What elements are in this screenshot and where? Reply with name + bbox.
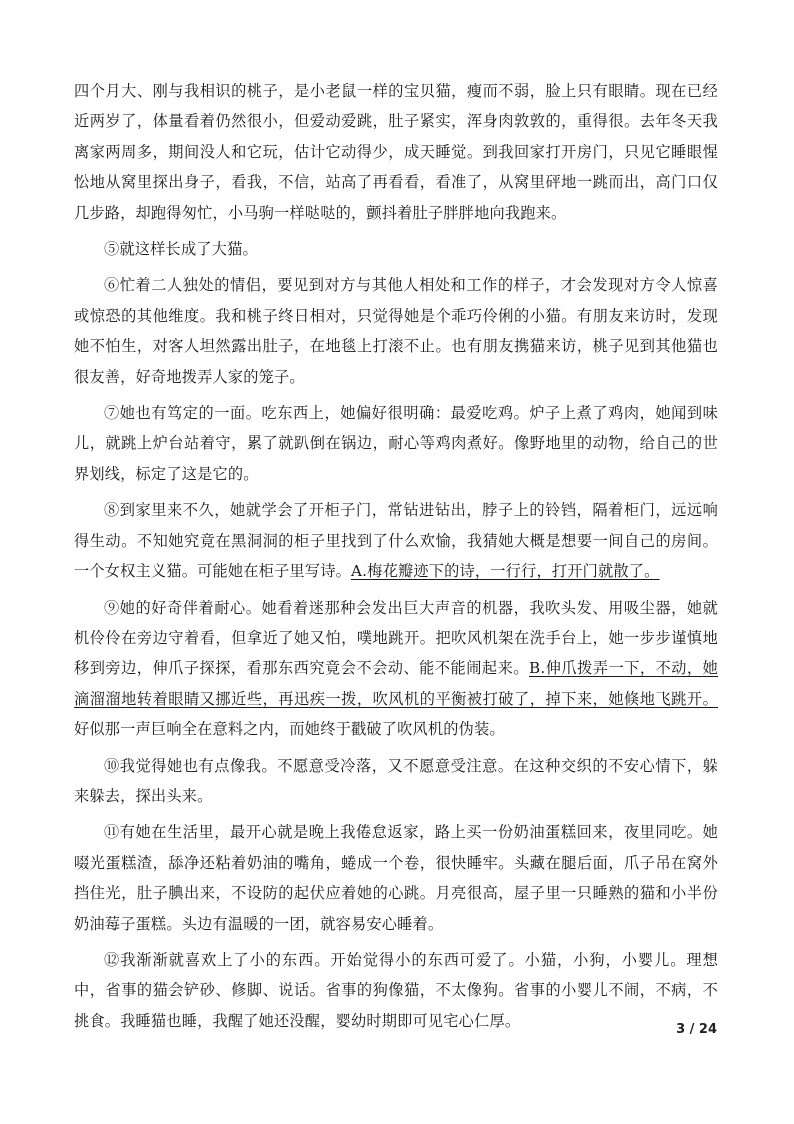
- paragraph-number: ⑥: [104, 276, 120, 295]
- paragraph-8: [74, 495, 718, 586]
- paragraph-number: ⑫: [104, 950, 121, 969]
- paragraph-9: [74, 593, 718, 745]
- paragraph-text: 就这样长成了大猫。: [119, 240, 258, 259]
- paragraph-text: 忙着二人独处的情侣，要见到对方与其他人相处和工作的样子，才会发现对方令人惊喜或惊恐的其他维度。我和桃子终日相对，只觉得她是个乖巧伶俐的小猫。有朋友来访时，发现她不怕生，对客人坦然露出肚子，在地毯上打滚不止。也有朋友携猫来访，桃子见到其他猫也很友善，好奇地拨弄人家的笼子。: [74, 276, 719, 386]
- paragraph-10: [74, 751, 718, 812]
- paragraph-number: ⑪: [104, 823, 120, 842]
- paragraph-number: ⑤: [104, 240, 120, 259]
- paragraph-text: 我觉得她也有点像我。不愿意受冷落，又不愿意受注意。在这种交织的不安心情下，躲来躲去，探出头来。: [74, 756, 719, 805]
- underlined-sentence-b: B.伸爪拨弄一下，不动，她滴溜溜地转着眼睛又挪近些，再迅疾一拨，吹风机的平衡被打破了，掉下来，她倏地飞跳开。: [74, 659, 718, 708]
- paragraph-6: [74, 270, 718, 392]
- article-body: [74, 76, 718, 1042]
- paragraph-text: 她也有笃定的一面。吃东西上，她偏好很明确：最爱吃鸡。炉子上煮了鸡肉，她闻到味儿，就跳上炉台站着守，累了就趴倒在锅边，耐心等鸡肉煮好。像野地里的动物，给自己的世界划线，标定了这是它的。: [74, 404, 719, 483]
- paragraph-text-after: 好似那一声巨响全在意料之内，而她终于戳破了吹风机的伪装。: [74, 720, 505, 739]
- paragraph-4-continued: [74, 76, 718, 228]
- paragraph-7: [74, 398, 718, 489]
- paragraph-number: ⑧: [104, 501, 120, 520]
- paragraph-text: 到家里来不久，她就学会了开柜子门，常钻进钻出，脖子上的铃铛，隔着柜门，远远响得生动。不知她究竟在黑洞洞的柜子里找到了什么欢愉，我猜她大概是想要一间自己的房间。一个女权主义猫。可能她在柜子里写诗。: [74, 501, 719, 581]
- paragraph-number: ⑦: [104, 404, 120, 423]
- paragraph-text: 我渐渐就喜欢上了小的东西。开始觉得小的东西可爱了。小猫，小狗，小婴儿。理想中，省事的猫会铲砂、修脚、说话。省事的狗像猫，不太像狗。省事的小婴儿不闹，不病，不挑食。我睡猫也睡，我醒了她还没醒，婴幼时期即可见宅心仁厚。: [74, 950, 718, 1030]
- paragraph-number: ⑩: [104, 756, 120, 775]
- paragraph-11: [74, 817, 718, 939]
- paragraph-number: ⑨: [104, 598, 120, 617]
- paragraph-12: [74, 945, 718, 1036]
- paragraph-text: 她的好奇伴着耐心。她看着迷那种会发出巨大声音的机器，我吹头发、用吸尘器，她就机伶伶在旁边守着看，但拿近了她又怕，噗地跳开。把吹风机架在洗手台上，她一步步谨慎地移到旁边，伸爪子探探，看那东西究竟会不会动、能不能闹起来。: [74, 598, 719, 678]
- paragraph-text: 四个月大、刚与我相识的桃子，是小老鼠一样的宝贝猫，瘦而不弱，脸上只有眼睛。现在已经近两岁了，体量看着仍然很小，但爱动爱跳，肚子紧实，浑身肉敦敦的，重得很。去年冬天我离家两周多，期间没人和它玩，估计它动得少，成天睡觉。到我回家打开房门，只见它睡眼惺忪地从窝里探出身子，看我，不信，站高了再看看，看准了，从窝里砰地一跳而出，高门口仅几步路，却跑得匆忙，小马驹一样哒哒的，颤抖着肚子胖胖地向我跑来。: [74, 82, 718, 222]
- page-number: 3 / 24: [676, 1022, 717, 1037]
- paragraph-5: [74, 234, 718, 264]
- paragraph-text: 有她在生活里，最开心就是晚上我倦怠返家，路上买一份奶油蛋糕回来，夜里同吃。她啜光蛋糕渣，舔净还粘着奶油的嘴角，蜷成一个卷，很快睡牢。头藏在腿后面，爪子吊在窝外挡住光，肚子腆出来，不设防的起伏应着她的心跳。月亮很高，屋子里一只睡熟的猫和小半份奶油莓子蛋糕。头边有温暖的一团，就容易安心睡着。: [74, 823, 719, 933]
- underlined-sentence-a: A.梅花瓣迹下的诗，一行行，打开门就散了。: [350, 562, 660, 581]
